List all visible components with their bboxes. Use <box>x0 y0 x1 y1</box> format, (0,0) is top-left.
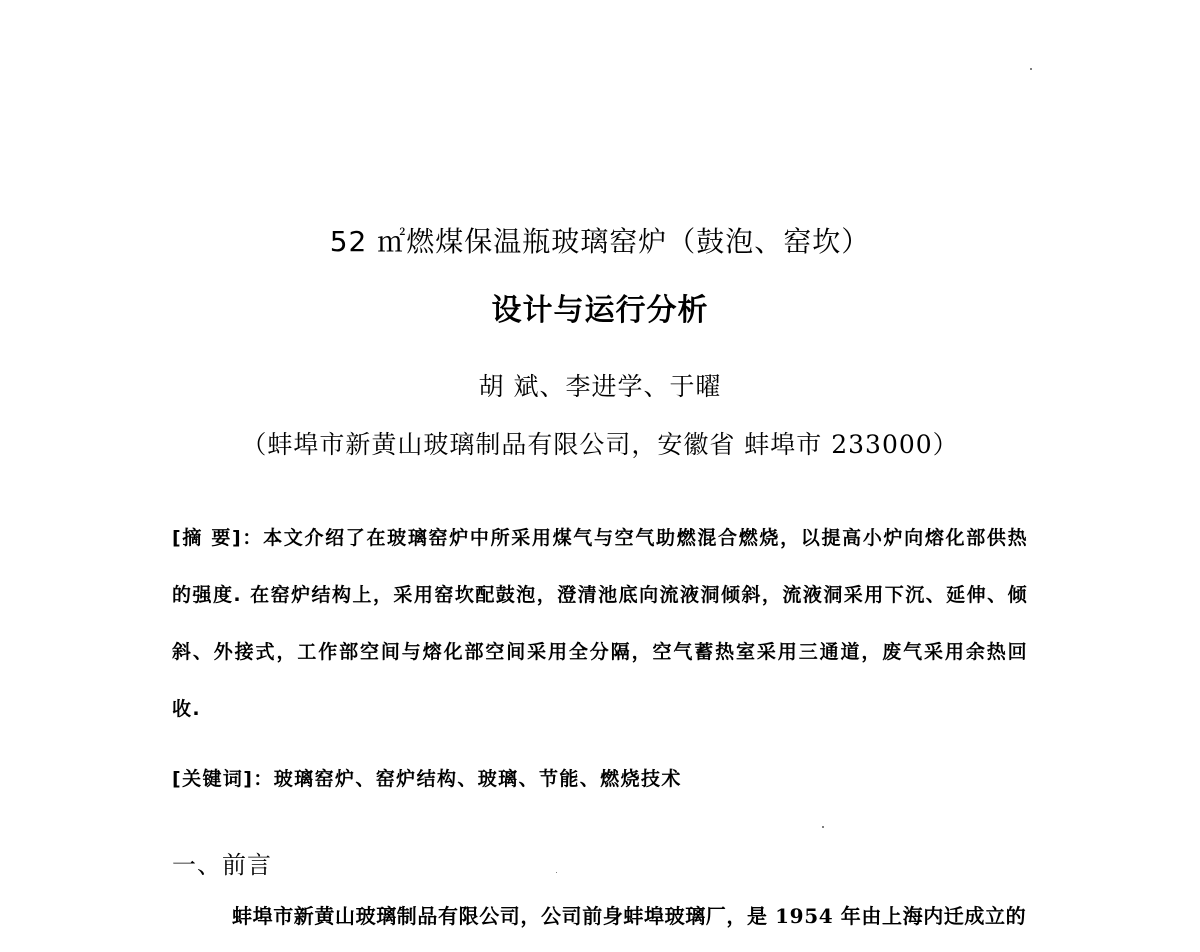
introduction-first-line: 蚌埠市新黄山玻璃制品有限公司，公司前身蚌埠玻璃厂，是 1954 年由上海内迁成立的 <box>232 904 1027 928</box>
paper-title-line-2: 设计与运行分析 <box>491 293 709 328</box>
keywords-text: 玻璃窑炉、窑炉结构、玻璃、节能、燃烧技术 <box>273 768 682 790</box>
keywords-line <box>172 764 682 791</box>
author-list: 胡 斌、李进学、于曜 <box>478 372 722 401</box>
scan-speck <box>1030 68 1032 70</box>
scan-speck <box>556 872 557 873</box>
author-affiliation: （蚌埠市新黄山玻璃制品有限公司，安徽省 蚌埠市 233000） <box>241 430 959 459</box>
abstract-paragraph <box>172 510 1028 738</box>
scan-speck <box>822 826 824 828</box>
keywords-label: [关键词]： <box>172 768 274 790</box>
abstract-label: [摘 要]： <box>172 527 264 549</box>
abstract-text: 本文介绍了在玻璃窑炉中所采用煤气与空气助燃混合燃烧，以提高小炉向熔化部供热的强度. 在窑炉结构上，采用窑坎配鼓泡，澄清池底向流液洞倾斜，流液洞采用下沉、延伸、倾斜、外接式，工作部空间与熔化部空间采用全分隔，空气蓄热室采用三通道，废气采用余热回收. <box>172 527 1028 720</box>
section-heading-introduction: 一、前言 <box>172 851 272 879</box>
paper-title-line-1: 52 ㎡燃煤保温瓶玻璃窑炉（鼓泡、窑坎） <box>329 225 871 258</box>
